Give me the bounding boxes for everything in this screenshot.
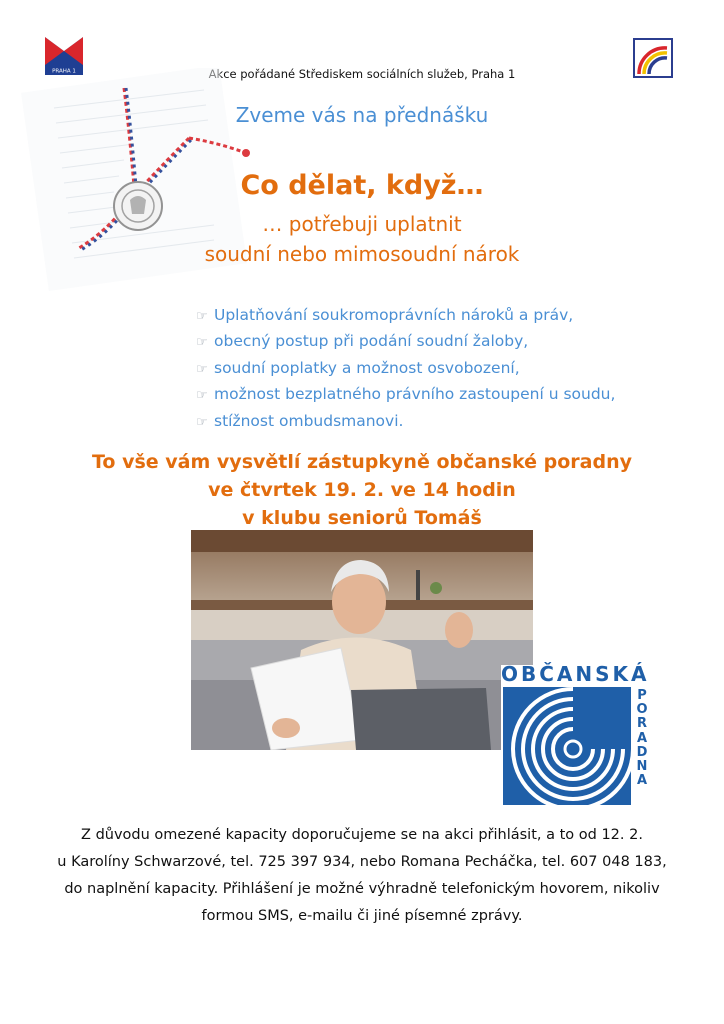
logo-letter: R [636, 716, 647, 732]
logo-vertical-text [633, 689, 651, 788]
footer-line-4: formou SMS, e-mailu či jiné písemné zprávy. [201, 908, 523, 924]
event-announcement [0, 448, 724, 532]
pointing-hand-icon: ☞ [196, 309, 208, 324]
registration-info [0, 822, 724, 930]
logo-title: OBČANSKÁ [501, 662, 650, 686]
praha-logo-text: PRAHA 1 [52, 68, 76, 75]
main-headline: Co dělat, když… [240, 170, 484, 201]
footer-line-2: u Karolíny Schwarzové, tel. 725 397 934, nebo Romana Pecháčka, tel. 607 048 183, [57, 854, 667, 870]
logo-letter: N [636, 759, 648, 775]
logo-letter: D [636, 744, 648, 760]
pointing-hand-icon: ☞ [196, 414, 208, 430]
pointing-hand-icon: ☞ [196, 335, 208, 351]
pointing-hand-icon: ☞ [196, 361, 208, 377]
topic-text: možnost bezplatného právního zastoupení u soudu, [214, 385, 616, 404]
invitation-heading: Zveme vás na přednášku [235, 103, 489, 127]
list-item [196, 329, 615, 355]
list-item [196, 303, 615, 329]
announcement-line-2: ve čtvrtek 19. 2. ve 14 hodin [208, 479, 516, 501]
topics-list [196, 303, 615, 435]
topic-text: stížnost ombudsmanovi. [214, 411, 404, 430]
list-item [196, 382, 615, 408]
logo-letter: A [636, 773, 648, 789]
announcement-line-1: To vše vám vysvětlí zástupkyně občanské poradny [92, 451, 632, 473]
footer-line-1: Z důvodu omezené kapacity doporučujeme se na akci přihlásit, a to od 12. 2. [81, 827, 643, 843]
announcement-line-3: v klubu seniorů Tomáš [242, 507, 482, 529]
list-item [196, 356, 615, 382]
topic-text: soudní poplatky a možnost osvobození, [214, 358, 520, 377]
footer-line-3: do naplnění kapacity. Přihlášení je možné výhradně telefonickým hovorem, nikoliv [64, 881, 660, 897]
subheadline-line-2: soudní nebo mimosoudní nárok [204, 242, 520, 266]
senior-man-photo [191, 530, 533, 750]
logo-letter: P [637, 688, 647, 703]
logo-arcs-icon [503, 687, 631, 805]
topic-text: Uplatňování soukromoprávních nároků a práv, [214, 306, 574, 324]
subheadline-line-1: … potřebuji uplatnit [262, 212, 462, 236]
obcanska-poradna-logo [501, 662, 653, 810]
logo-letter: O [636, 702, 648, 718]
logo-letter: A [636, 730, 648, 746]
organizer-line: Akce pořádané Střediskem sociálních služeb, Praha 1 [208, 67, 516, 81]
pointing-hand-icon: ☞ [196, 388, 208, 404]
list-item [196, 409, 615, 435]
topic-text: obecný postup při podání soudní žaloby, [214, 332, 529, 351]
